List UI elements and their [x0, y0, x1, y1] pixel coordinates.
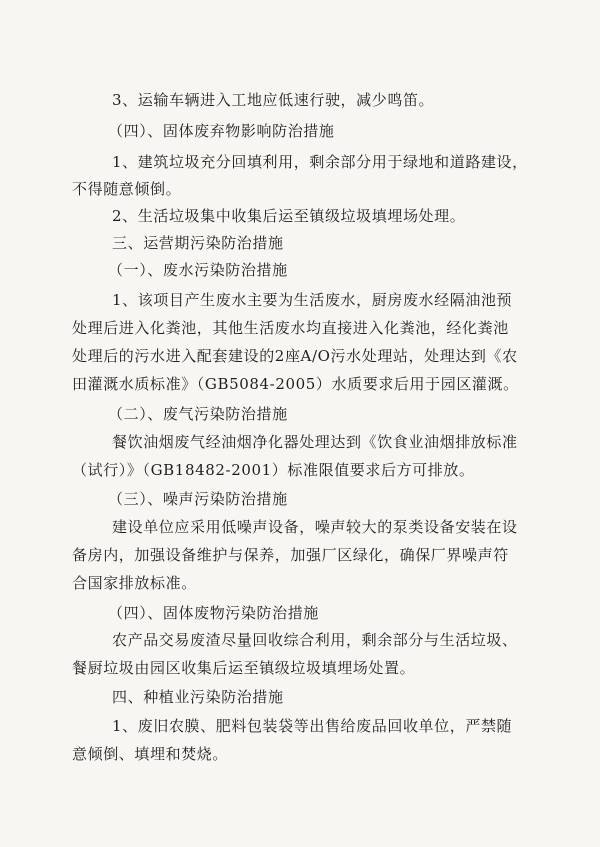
section-heading: （四）、固体废弃物影响防治措施: [108, 122, 335, 140]
text-line: 餐厨垃圾由园区收集后运至镇级垃圾填埋场处置。: [72, 659, 416, 677]
text-line: 1、建筑垃圾充分回填利用，剩余部分用于绿地和道路建设，: [112, 153, 528, 171]
text-line: 处理后进入化粪池，其他生活废水均直接进入化粪池，经化粪池: [72, 319, 509, 337]
text-line: 1、废旧农膜、肥料包装袋等出售给废品回收单位，严禁随: [112, 717, 513, 735]
text-line: 3、运输车辆进入工地应低速行驶，减少鸣笛。: [112, 91, 435, 109]
text-line: （试行）》（GB18482-2001）标准限值要求后方可排放。: [72, 461, 475, 479]
section-heading: （一）、废水污染防治措施: [108, 261, 288, 279]
text-line: 处理后的污水进入配套建设的2座A/O污水处理站，处理达到《农: [72, 347, 518, 365]
section-heading: 四、种植业污染防治措施: [112, 688, 284, 706]
text-line: 备房内，加强设备维护与保养，加强厂区绿化，确保厂界噪声符: [72, 546, 509, 564]
text-line: 不得随意倾倒。: [72, 180, 182, 198]
section-heading: （二）、废气污染防治措施: [108, 405, 288, 423]
text-line: 建设单位应采用低噪声设备，噪声较大的泵类设备安装在设: [112, 518, 518, 536]
text-line: 餐饮油烟废气经油烟净化器处理达到《饮食业油烟排放标准: [112, 433, 518, 451]
text-line: 合国家排放标准。: [72, 574, 197, 592]
text-line: 1、该项目产生废水主要为生活废水，厨房废水经隔油池预: [112, 291, 513, 309]
text-line: 2、生活垃圾集中收集后运至镇级垃圾填埋场处理。: [112, 207, 466, 225]
section-heading: 三、运营期污染防治措施: [112, 234, 284, 252]
text-line: 农产品交易废渣尽量回收综合利用，剩余部分与生活垃圾、: [112, 631, 518, 649]
text-line: 意倾倒、填埋和焚烧。: [72, 745, 229, 763]
text-line: 田灌溉水质标准》（GB5084-2005）水质要求后用于园区灌溉。: [72, 375, 519, 393]
section-heading: （四）、固体废物污染防治措施: [108, 604, 319, 622]
section-heading: （三）、噪声污染防治措施: [108, 490, 288, 508]
